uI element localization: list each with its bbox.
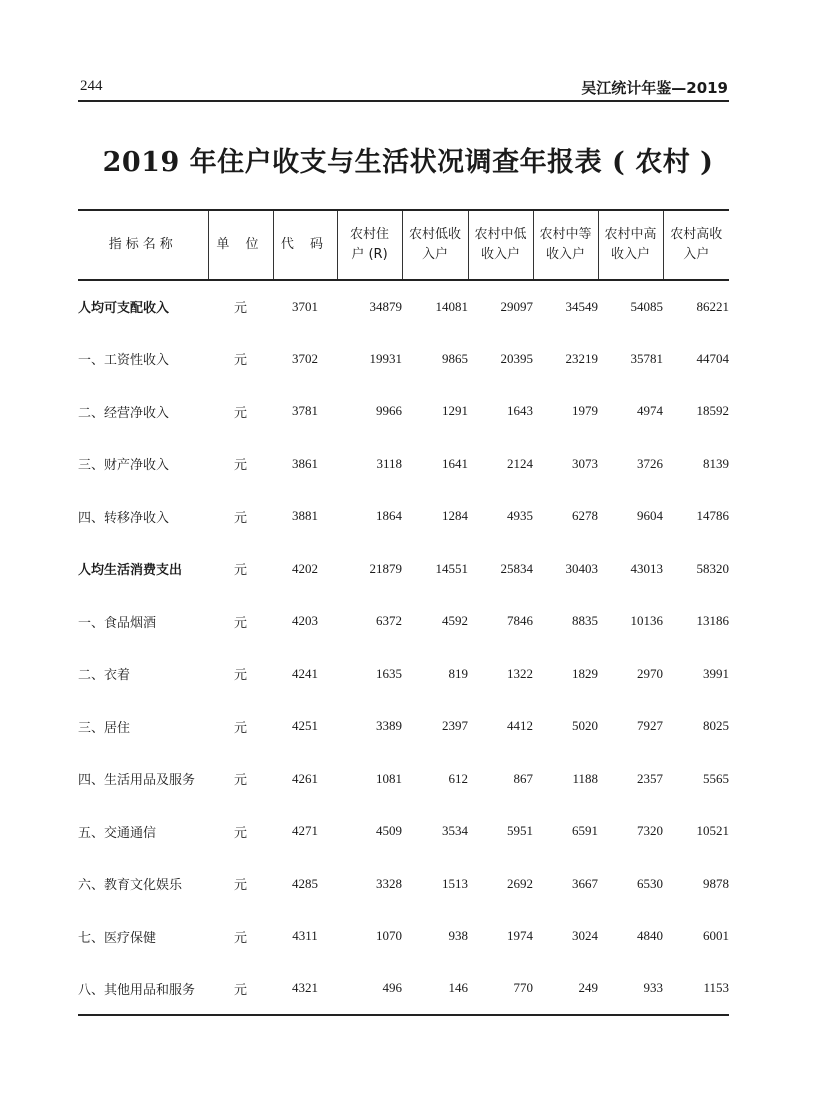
col-indicator-name-header [78,210,208,280]
code-cell: 4311 [292,928,318,944]
report-table [78,209,729,1016]
value-cell: 44704 [696,350,729,366]
unit-cell: 元 [233,930,247,946]
value-cell: 4509 [376,823,402,839]
value-cell: 938 [448,928,468,944]
unit-cell: 元 [233,510,247,526]
value-cell: 86221 [696,298,729,314]
value-cell: 1979 [572,403,598,419]
value-cell: 6372 [376,613,402,629]
header-label-line: 农村住 [349,227,389,242]
value-cell: 3726 [637,455,663,471]
value-cell: 2357 [637,770,663,786]
table-row [78,280,729,333]
header-label-line: 收入户 [480,247,520,262]
value-cell: 54085 [630,298,663,314]
unit-cell: 元 [233,773,247,789]
value-cell: 5565 [703,770,729,786]
value-cell: 4412 [507,718,533,734]
value-cell: 146 [402,963,468,1016]
header-label-line: 单 位 [216,237,265,252]
col-rural-lower-mid-header [468,210,533,280]
table-row [78,753,729,806]
unit-cell: 元 [233,668,247,684]
value-cell: 20395 [500,350,533,366]
code-cell: 3881 [292,508,318,524]
indicator-name: 六、教育文化娱乐 [78,878,183,894]
value-cell: 34549 [565,298,598,314]
value-cell: 10521 [696,823,729,839]
value-cell: 9966 [376,403,402,419]
value-cell: 1974 [507,928,533,944]
indicator-name: 四、转移净收入 [78,510,170,526]
table-row [78,648,729,701]
value-cell: 34879 [369,298,402,314]
indicator-name: 三、居住 [78,720,131,736]
indicator-name: 一、食品烟酒 [78,615,157,631]
code-cell: 4202 [292,560,318,576]
value-cell: 7927 [637,718,663,734]
table-row [78,333,729,386]
value-cell: 4840 [637,928,663,944]
value-cell: 867 [513,770,533,786]
value-cell: 5020 [572,718,598,734]
value-cell: 1291 [442,403,468,419]
indicator-name: 人均生活消费支出 [78,563,183,579]
value-cell: 249 [533,963,598,1016]
code-cell: 4321 [273,963,337,1016]
header-label-line: 农村中高 [604,227,657,242]
value-cell: 1070 [376,928,402,944]
value-cell: 6530 [637,875,663,891]
value-cell: 1513 [442,875,468,891]
page-number: 244 [80,78,103,94]
indicator-name: 二、经营净收入 [78,405,170,421]
header-label-line: 农村中等 [539,227,592,242]
table-body [78,280,729,1015]
code-cell: 4285 [292,875,318,891]
col-rural-mid-header [533,210,598,280]
running-head: 吴江统计年鉴—2019 [581,79,728,97]
value-cell: 9604 [637,508,663,524]
code-cell: 4251 [292,718,318,734]
header-label-line: 农村中低 [474,227,527,242]
header-label-line: 收入户 [610,247,650,262]
value-cell: 8025 [703,718,729,734]
table-row [78,700,729,753]
value-cell: 58320 [696,560,729,576]
unit-cell: 元 [233,825,247,841]
code-cell: 4241 [292,665,318,681]
value-cell: 770 [468,963,533,1016]
header-label-line: 代 码 [280,237,330,252]
indicator-name: 八、其他用品和服务 [78,963,208,1016]
unit-cell: 元 [233,563,247,579]
value-cell: 2397 [442,718,468,734]
code-cell: 3701 [292,298,318,314]
value-cell: 10136 [630,613,663,629]
value-cell: 1864 [376,508,402,524]
value-cell: 4974 [637,403,663,419]
indicator-name: 五、交通通信 [78,825,157,841]
unit-cell: 元 [233,458,247,474]
table-row [78,543,729,596]
unit-cell: 元 [208,963,273,1016]
code-cell: 4261 [292,770,318,786]
code-cell: 4203 [292,613,318,629]
indicator-name: 三、财产净收入 [78,458,170,474]
header-rule [78,100,729,102]
value-cell: 1635 [376,665,402,681]
value-cell: 6001 [703,928,729,944]
value-cell: 1829 [572,665,598,681]
value-cell: 496 [337,963,402,1016]
code-cell: 3702 [292,350,318,366]
value-cell: 1284 [442,508,468,524]
value-cell: 25834 [500,560,533,576]
value-cell: 13186 [696,613,729,629]
table-row [78,595,729,648]
col-code-header [273,210,337,280]
col-rural-low-header [402,210,468,280]
indicator-name: 二、衣着 [78,668,131,684]
header-label-line: 入户 [683,247,710,262]
value-cell: 14081 [435,298,468,314]
value-cell: 4935 [507,508,533,524]
value-cell: 3328 [376,875,402,891]
table-row [78,805,729,858]
unit-cell: 元 [233,720,247,736]
table-row [78,438,729,491]
code-cell: 3861 [292,455,318,471]
value-cell: 2124 [507,455,533,471]
value-cell: 3118 [376,455,402,471]
indicator-name: 人均可支配收入 [78,301,170,317]
unit-cell: 元 [233,353,247,369]
value-cell: 6591 [572,823,598,839]
table-header-row [78,210,729,280]
header-label-line: 收入户 [545,247,585,262]
col-rural-upper-mid-header [598,210,663,280]
indicator-name: 一、工资性收入 [78,353,170,369]
value-cell: 3667 [572,875,598,891]
header-label-line: 农村低收 [408,227,461,242]
value-cell: 29097 [500,298,533,314]
header-label-line: 入户 [421,247,448,262]
value-cell: 819 [448,665,468,681]
unit-cell: 元 [233,878,247,894]
value-cell: 1081 [376,770,402,786]
table-row [78,963,729,1016]
value-cell: 14551 [435,560,468,576]
table-row [78,385,729,438]
value-cell: 3024 [572,928,598,944]
indicator-name: 七、医疗保健 [78,930,157,946]
code-cell: 3781 [292,403,318,419]
value-cell: 43013 [630,560,663,576]
value-cell: 1153 [663,963,729,1016]
value-cell: 933 [598,963,663,1016]
value-cell: 7846 [507,613,533,629]
value-cell: 3389 [376,718,402,734]
col-rural-all-header [337,210,402,280]
value-cell: 6278 [572,508,598,524]
value-cell: 1188 [572,770,598,786]
value-cell: 2970 [637,665,663,681]
indicator-name: 四、生活用品及服务 [78,773,196,789]
value-cell: 7320 [637,823,663,839]
value-cell: 8835 [572,613,598,629]
value-cell: 18592 [696,403,729,419]
page-title: 2019 年住户收支与生活状况调查年报表 ( 农村 ) [102,147,714,178]
unit-cell: 元 [233,301,247,317]
value-cell: 612 [448,770,468,786]
value-cell: 4592 [442,613,468,629]
value-cell: 23219 [565,350,598,366]
value-cell: 3991 [703,665,729,681]
value-cell: 1641 [442,455,468,471]
value-cell: 14786 [696,508,729,524]
table-row [78,858,729,911]
value-cell: 3073 [572,455,598,471]
col-unit-header [208,210,273,280]
unit-cell: 元 [233,615,247,631]
value-cell: 5951 [507,823,533,839]
value-cell: 30403 [565,560,598,576]
header-label-line: 农村高收 [670,227,723,242]
col-rural-high-header [663,210,729,280]
value-cell: 8139 [703,455,729,471]
value-cell: 1322 [507,665,533,681]
code-cell: 4271 [292,823,318,839]
header-label-line: 户 (R) [351,247,388,262]
value-cell: 2692 [507,875,533,891]
value-cell: 9878 [703,875,729,891]
value-cell: 3534 [442,823,468,839]
value-cell: 9865 [442,350,468,366]
value-cell: 21879 [369,560,402,576]
value-cell: 1643 [507,403,533,419]
header-label-line: 指标名称 [108,237,177,252]
table-row [78,910,729,963]
value-cell: 19931 [369,350,402,366]
value-cell: 35781 [630,350,663,366]
unit-cell: 元 [233,405,247,421]
table-row [78,490,729,543]
